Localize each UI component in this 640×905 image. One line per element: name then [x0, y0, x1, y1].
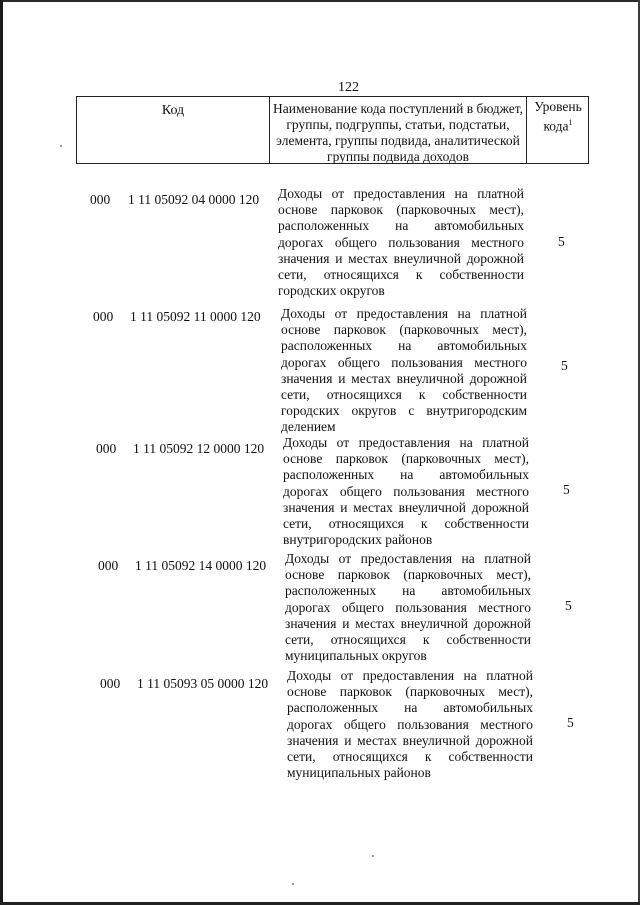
page-number: 122	[338, 80, 359, 95]
admin-code: 000	[98, 558, 119, 573]
row	[0, 670, 640, 790]
description: Доходы от предоставления на платной основе парковок (парковочных мест), расположенных на автомобильных дорогах общего пользования местного значения и местах внеуличной дорожной сети, относящихся к собственности муниципальных районов	[287, 668, 533, 781]
header-code: Код	[161, 103, 185, 118]
budget-code: 1 11 05092 14 0000 120	[135, 558, 267, 573]
scan-edge-top	[0, 0, 640, 2]
level: 5	[567, 715, 574, 730]
admin-code: 000	[100, 676, 121, 691]
admin-code: 000	[96, 441, 117, 456]
level: 5	[558, 234, 565, 249]
budget-code: 1 11 05092 12 0000 120	[133, 441, 265, 456]
level: 5	[563, 482, 570, 497]
admin-code: 000	[93, 309, 114, 324]
budget-code: 1 11 05092 04 0000 120	[128, 192, 260, 207]
scan-speck	[60, 145, 62, 147]
budget-code: 1 11 05092 11 0000 120	[130, 309, 261, 324]
header-divider	[269, 97, 270, 163]
header-level-label: Уровень кода	[534, 99, 582, 134]
header-divider	[526, 97, 527, 163]
budget-code: 1 11 05093 05 0000 120	[137, 676, 269, 691]
admin-code: 000	[90, 192, 111, 207]
row	[0, 552, 640, 667]
header-name: Наименование кода поступлений в бюджет, группы, подгруппы, статьи, подстатьи, элемента, группы подвида, аналитической группы подвида доходов	[273, 101, 524, 164]
row	[0, 307, 640, 437]
header-level	[528, 99, 588, 135]
scan-speck	[292, 883, 294, 885]
description: Доходы от предоставления на платной основе парковок (парковочных мест), расположенных на автомобильных дорогах общего пользования местного значения и местах внеуличной дорожной сети, относящихся к собственности городских округов с внутригородским делением	[281, 306, 527, 435]
level: 5	[565, 598, 572, 613]
scan-speck	[372, 855, 374, 857]
row	[0, 437, 640, 552]
description: Доходы от предоставления на платной основе парковок (парковочных мест), расположенных на автомобильных дорогах общего пользования местного значения и местах внеуличной дорожной сети, относящихся к собственности городских округов	[278, 186, 524, 299]
description: Доходы от предоставления на платной основе парковок (парковочных мест), расположенных на автомобильных дорогах общего пользования местного значения и местах внеуличной дорожной сети, относящихся к собственности муниципальных округов	[285, 551, 531, 664]
row	[0, 186, 640, 306]
header-table	[76, 96, 589, 164]
level: 5	[561, 358, 568, 373]
description: Доходы от предоставления на платной основе парковок (парковочных мест), расположенных на автомобильных дорогах общего пользования местного значения и местах внеуличной дорожной сети, относящихся к собственности внутригородских районов	[283, 435, 529, 548]
header-level-footnote: 1	[568, 118, 573, 127]
